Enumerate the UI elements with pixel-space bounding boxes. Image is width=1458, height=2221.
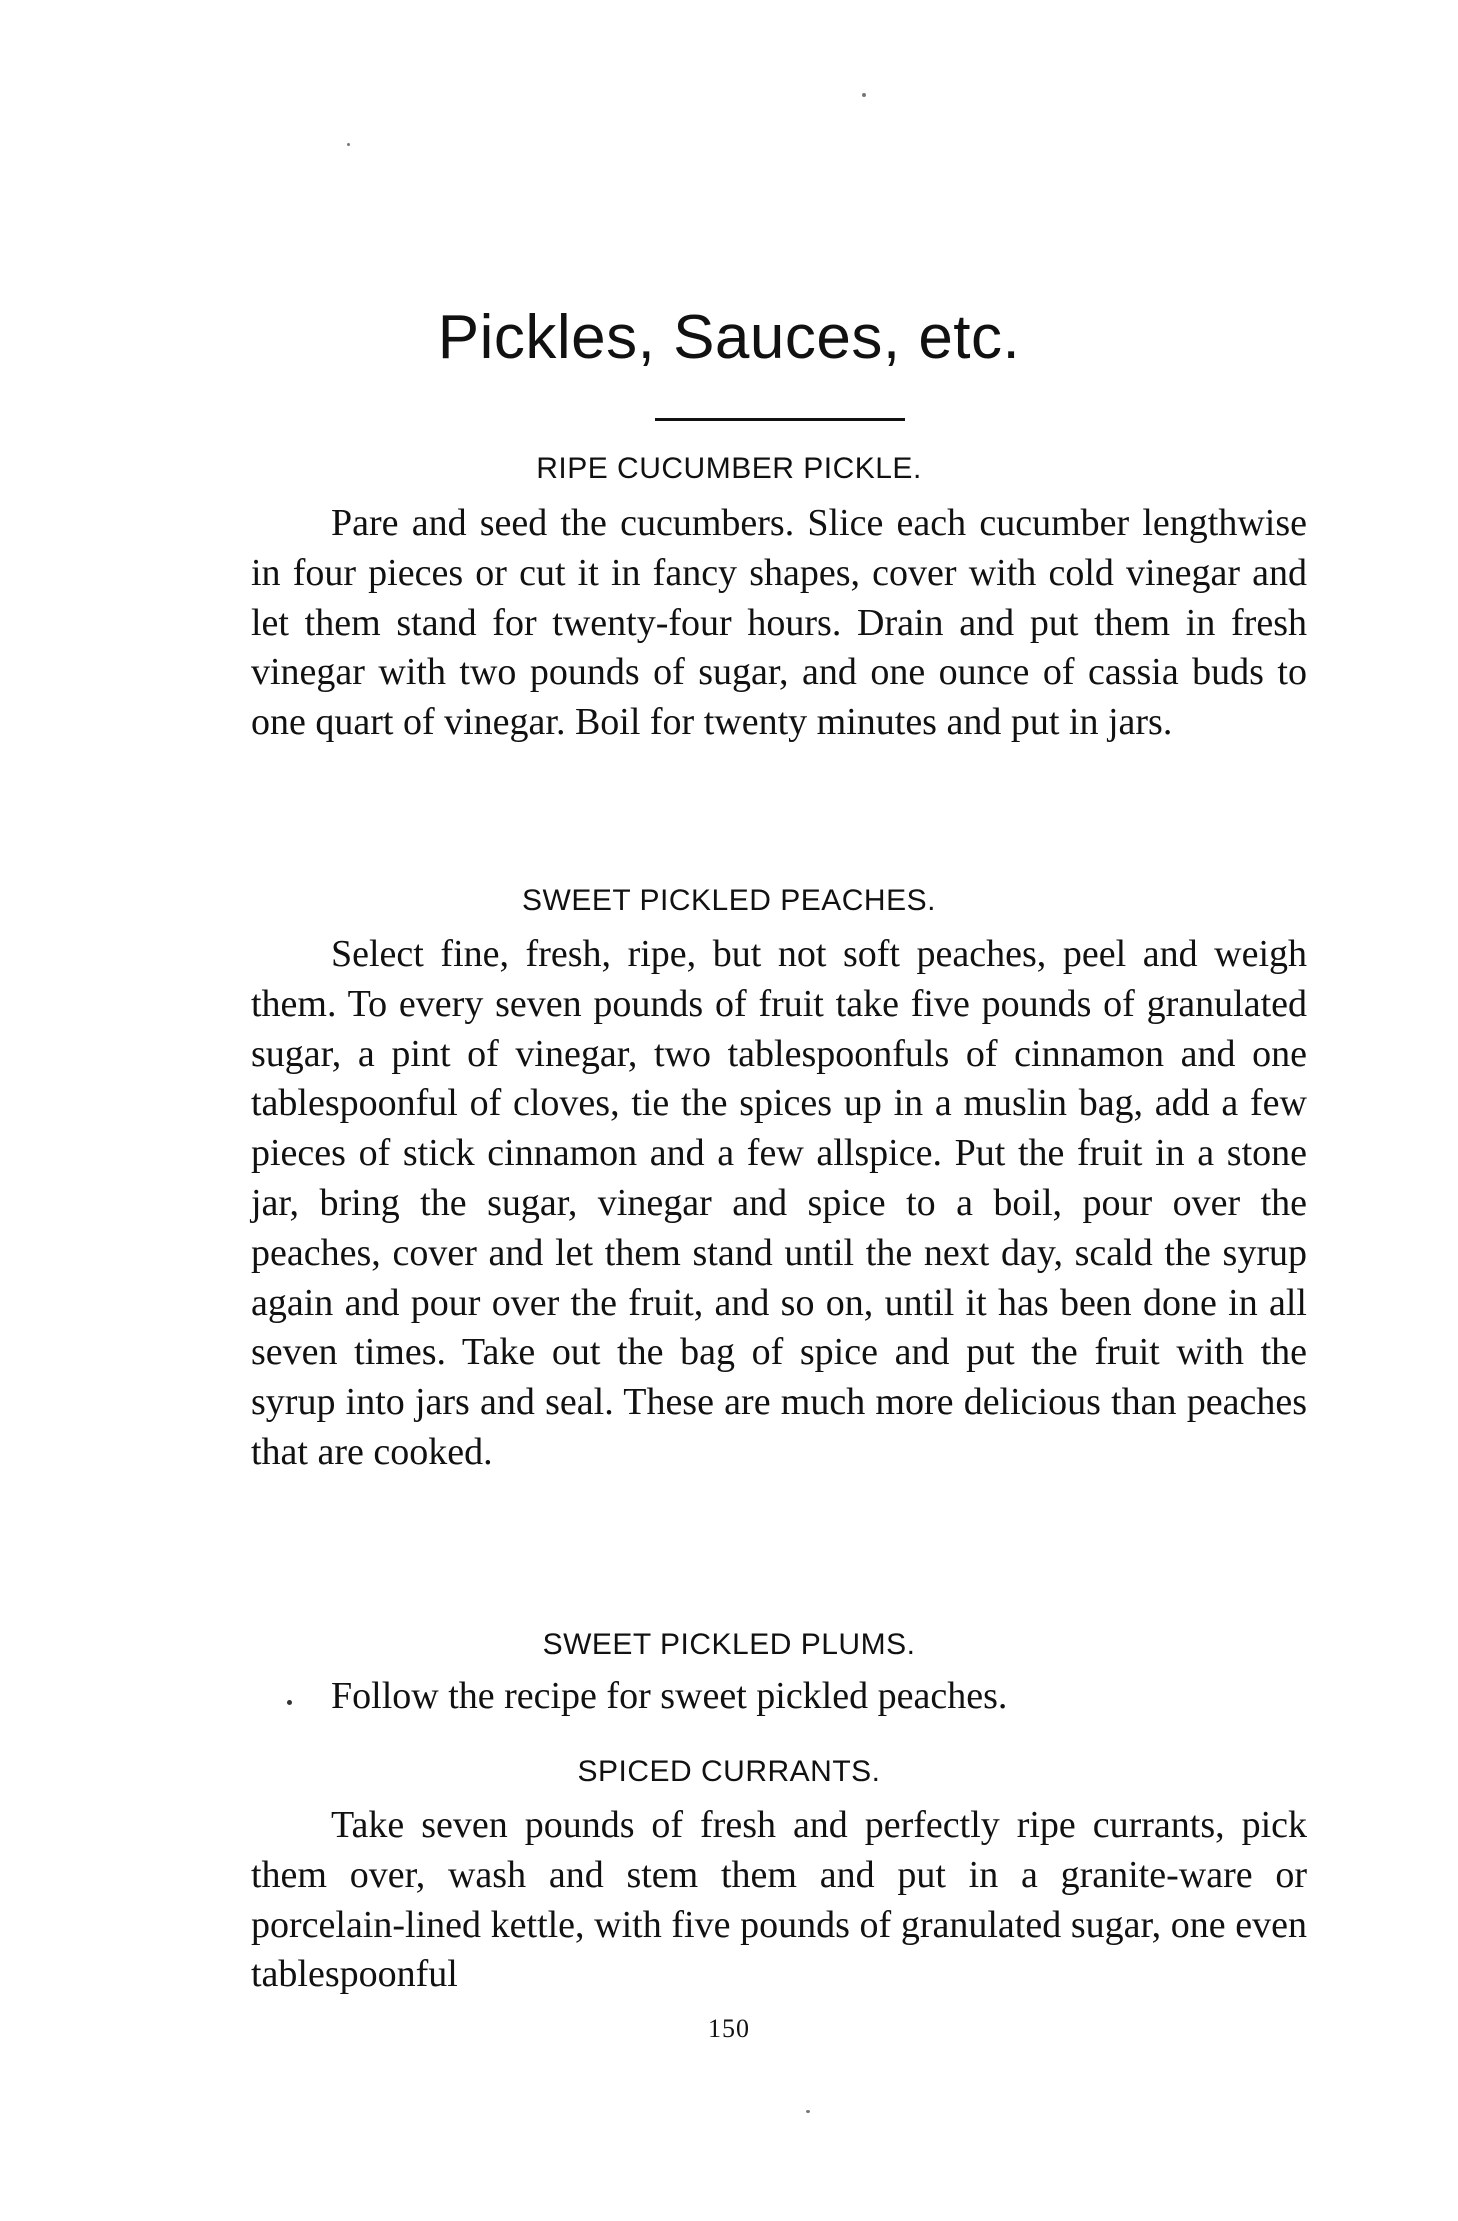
- scan-speck: [862, 93, 866, 97]
- section-body-spiced-currants: Take seven pounds of fresh and perfectly ripe currants, pick them over, wash and stem them and put in a granite-ware or porcelain-lined kettle, with five pounds of granulated sugar, one even tablespoonful: [251, 1804, 1307, 1996]
- section-body-sweet-pickled-peaches: Select fine, fresh, ripe, but not soft peaches, peel and weigh them. To every seven pounds of fruit take five pounds of granulated sugar, a pint of vinegar, two tablespoonfuls of cinnamon and one tablespoonful of cloves, tie the spices up in a muslin bag, add a few pieces of stick cinnamon and a few allspice. Put the fruit in a stone jar, bring the sugar, vinegar and spice to a boil, pour over the peaches, cover and let them stand until the next day, scald the syrup again and pour over the fruit, and so on, until it has been done in all seven times. Take out the bag of spice and put the fruit with the syrup into jars and seal. These are much more delicious than peaches that are cooked.: [251, 933, 1307, 1473]
- section-heading-ripe-cucumber-pickle: RIPE CUCUMBER PICKLE.: [536, 452, 922, 485]
- scan-speck: [347, 143, 350, 146]
- section-heading-spiced-currants: SPICED CURRANTS.: [577, 1755, 881, 1788]
- section-body-ripe-cucumber-pickle: Pare and seed the cucumbers. Slice each cucumber lengthwise in four pieces or cut it in fancy shapes, cover with cold vinegar and let them stand for twenty-four hours. Drain and put them in fresh vinegar with two pounds of sugar, and one ounce of cassia buds to one quart of vinegar. Boil for twenty minutes and put in jars.: [251, 502, 1307, 744]
- scan-speck: [806, 2110, 810, 2113]
- section-body-sweet-pickled-plums: Follow the recipe for sweet pickled peaches.: [331, 1675, 1008, 1717]
- title-divider: [655, 418, 905, 421]
- page-number: 150: [708, 2014, 750, 2043]
- section-heading-sweet-pickled-peaches: SWEET PICKLED PEACHES.: [522, 884, 936, 917]
- chapter-title: Pickles, Sauces, etc.: [437, 303, 1021, 372]
- section-heading-sweet-pickled-plums: SWEET PICKLED PLUMS.: [542, 1628, 916, 1661]
